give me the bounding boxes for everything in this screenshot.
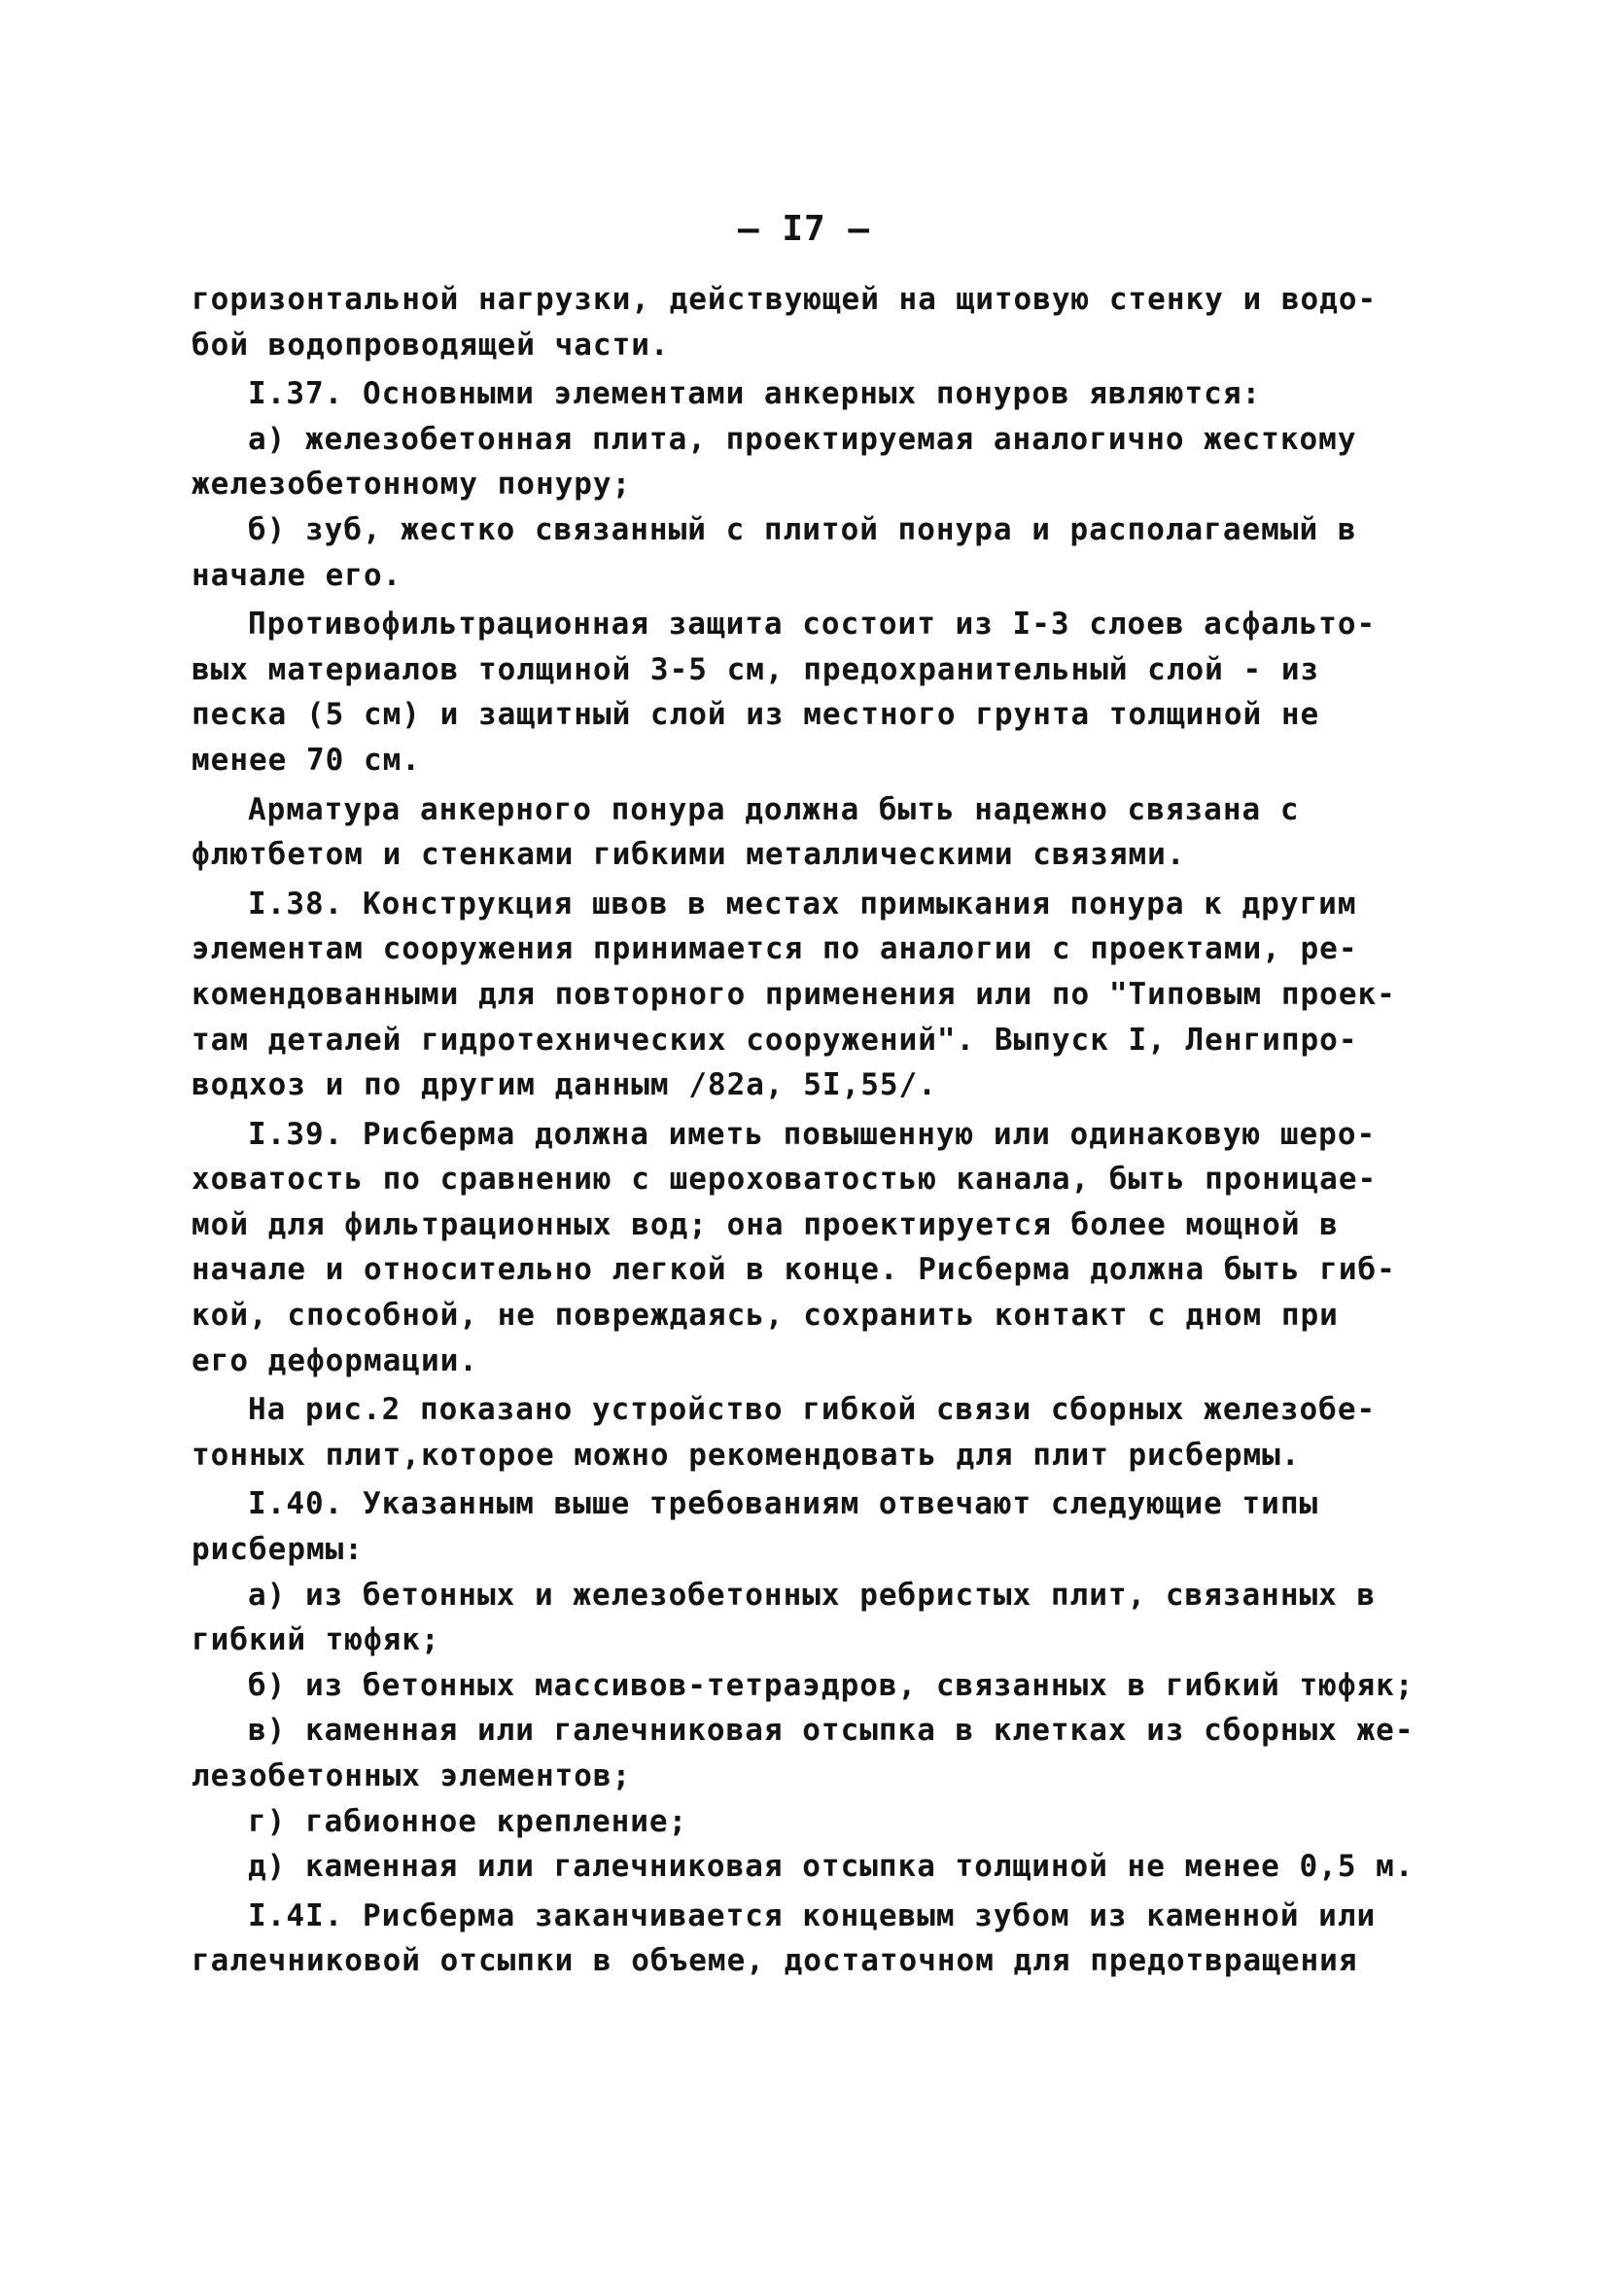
text-line: галечниковой отсыпки в объеме, достаточном для предотвращения — [192, 1943, 1358, 1979]
text-line: элементам сооружения принимается по аналогии с проектами, ре- — [192, 931, 1358, 967]
list-item-line: б) из бетонных массивов-тетраэдров, связанных в гибкий тюфяк; — [248, 1667, 1415, 1703]
text-line: там деталей гидротехнических сооружений". Выпуск I, Ленгипро- — [192, 1022, 1358, 1058]
text-line: ховатость по сравнению с шероховатостью канала, быть проницае- — [192, 1162, 1378, 1198]
list-item-line: б) зуб, жестко связанный с плитой понура и располагаемый в — [248, 511, 1357, 547]
list-item-line: в) каменная или галечниковая отсыпка в клетках из сборных же- — [248, 1713, 1415, 1749]
paragraph-start-line: На рис.2 показано устройство гибкой связи сборных железобе- — [248, 1392, 1377, 1428]
paragraph-start-line: Противофильтрационная защита состоит из I-3 слоев асфальто- — [248, 607, 1377, 643]
paragraph-start-line: Арматура анкерного понура должна быть надежно связана с — [248, 791, 1300, 827]
paragraph-start-line: I.38. Конструкция швов в местах примыкания понура к другим — [248, 886, 1357, 922]
text-line: его деформации. — [192, 1342, 478, 1378]
text-line: начале и относительно легкой в конце. Рисберма должна быть гиб- — [192, 1252, 1396, 1288]
paragraph-start-line: I.37. Основными элементами анкерных понуров являются: — [248, 376, 1262, 412]
list-item-line: а) железобетонная плита, проектируемая аналогично жесткому — [248, 421, 1357, 457]
text-line: лезобетонных элементов; — [192, 1758, 632, 1793]
paragraph-start-line: I.4I. Рисберма заканчивается концевым зубом из каменной или — [248, 1897, 1377, 1933]
text-line: вых материалов толщиной 3-5 см, предохранительный слой - из — [192, 651, 1320, 687]
text-line: менее 70 см. — [192, 742, 421, 778]
page-number: — I7 — — [737, 209, 871, 249]
text-line: тонных плит,которое можно рекомендовать для плит рисбермы. — [192, 1437, 1301, 1473]
list-item-line: г) габионное крепление; — [248, 1803, 688, 1839]
text-line: мой для фильтрационных вод; она проектируется более мощной в — [192, 1206, 1339, 1242]
text-line: горизонтальной нагрузки, действующей на щитовую стенку и водо- — [192, 282, 1378, 317]
text-line: флютбетом и стенками гибкими металлическими связями. — [192, 837, 1186, 873]
text-line: начале его. — [192, 557, 402, 593]
list-item-line: д) каменная или галечниковая отсыпка толщиной не менее 0,5 м. — [248, 1849, 1415, 1885]
document-body — [192, 277, 1416, 1984]
text-line: рисбермы: — [192, 1532, 364, 1568]
text-line: комендованными для повторного применения или по "Типовым проек- — [192, 976, 1396, 1012]
text-line: бой водопроводящей части. — [192, 327, 670, 363]
text-line: песка (5 см) и защитный слой из местного грунта толщиной не — [192, 697, 1320, 733]
text-line: водхоз и по другим данным /82а, 5I,55/. — [192, 1067, 937, 1103]
paragraph-start-line: I.40. Указанным выше требованиям отвечают следующие типы — [248, 1486, 1319, 1522]
text-line: железобетонному понуру; — [192, 467, 632, 503]
text-line: кой, способной, не повреждаясь, сохранить контакт с дном при — [192, 1298, 1339, 1334]
list-item-line: а) из бетонных и железобетонных ребристых плит, связанных в — [248, 1577, 1377, 1613]
paragraph-start-line: I.39. Рисберма должна иметь повышенную или одинаковую шеро- — [248, 1116, 1377, 1152]
text-line: гибкий тюфяк; — [192, 1622, 440, 1658]
